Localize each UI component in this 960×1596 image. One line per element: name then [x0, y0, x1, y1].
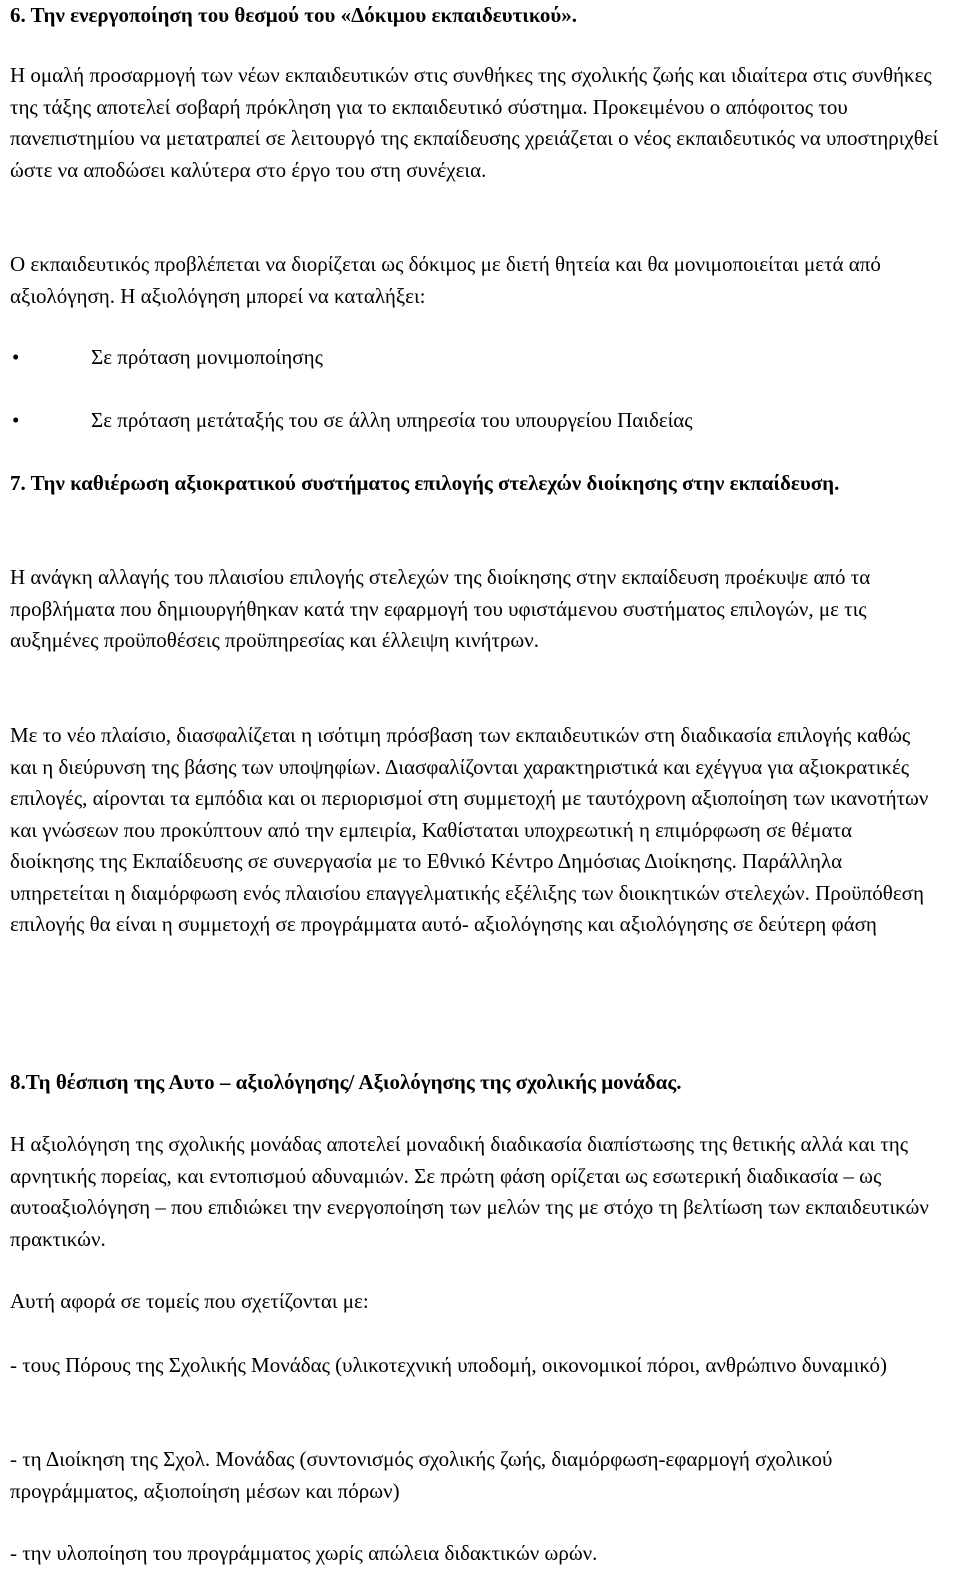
section-6-paragraph-2: Ο εκπαιδευτικός προβλέπεται να διορίζεται ως δόκιμος με διετή θητεία και θα μονιμοποιείται μετά από αξιολόγηση. Η αξιολόγηση μπορεί να καταλήξει: — [10, 252, 881, 308]
bullet-symbol: • — [12, 408, 20, 432]
section-6-heading: 6. Την ενεργοποίηση του θεσμού του «Δόκιμου εκπαιδευτικού». — [10, 3, 578, 27]
list-item: - τη Διοίκηση της Σχολ. Μονάδας (συντονισμός σχολικής ζωής, διαμόρφωση-εφαρμογή σχολικού προγράμματος, αξιοποίηση μέσων και πόρων) — [10, 1447, 833, 1503]
list-item: - την υλοποίηση του προγράμματος χωρίς απώλεια διδακτικών ωρών. — [10, 1541, 598, 1565]
section-8-paragraph-1: Η αξιολόγηση της σχολικής μονάδας αποτελεί μοναδική διαδικασία διαπίστωσης της θετικής αλλά και της αρνητικής πορείας, και εντοπισμού αδυναμιών. Σε πρώτη φάση ορίζεται ως εσωτερική διαδικασία – ως αυτοαξιολόγηση – που επιδιώκει την ενεργοποίηση των μελών της με στόχο τη βελτίωση των εκπαιδευτικών πρακτικών. — [10, 1132, 929, 1251]
section-7-heading: 7. Την καθιέρωση αξιοκρατικού συστήματος επιλογής στελεχών διοίκησης στην εκπαίδευση. — [10, 471, 840, 495]
section-6-paragraph-1: Η ομαλή προσαρμογή των νέων εκπαιδευτικών στις συνθήκες της σχολικής ζωής και ιδιαίτερα στις συνθήκες της τάξης αποτελεί σοβαρή πρόκληση για το εκπαιδευτικό σύστημα. Προκειμένου ο απόφοιτος του πανεπιστημίου να μετατραπεί σε λειτουργό της εκπαίδευσης χρειάζεται ο νέος εκπαιδευτικός να υποστηριχθεί ώστε να αποδώσει καλύτερα στο έργο του στη συνέχεια. — [10, 63, 939, 182]
bullet-symbol: • — [12, 345, 20, 369]
bullet-item — [10, 405, 940, 437]
bullet-text: Σε πρόταση μετάταξής του σε άλλη υπηρεσία του υπουργείου Παιδείας — [91, 408, 693, 432]
section-7-paragraph-1: Η ανάγκη αλλαγής του πλαισίου επιλογής στελεχών της διοίκησης στην εκπαίδευση προέκυψε από τα προβλήματα που δημιουργήθηκαν κατά την εφαρμογή του υφιστάμενου συστήματος επιλογών, με τις αυξημένες προϋποθέσεις προϋπηρεσίας και έλλειψη κινήτρων. — [10, 565, 871, 652]
section-8-paragraph-2: Αυτή αφορά σε τομείς που σχετίζονται με: — [10, 1289, 369, 1313]
list-item: - τους Πόρους της Σχολικής Μονάδας (υλικοτεχνική υποδομή, οικονομικοί πόροι, ανθρώπινο δυναμικό) — [10, 1353, 888, 1377]
bullet-text: Σε πρόταση μονιμοποίησης — [91, 345, 323, 369]
bullet-item — [10, 342, 940, 374]
section-8-heading: 8.Τη θέσπιση της Αυτο – αξιολόγησης/ Αξιολόγησης της σχολικής μονάδας. — [10, 1070, 682, 1094]
section-7-paragraph-2: Με το νέο πλαίσιο, διασφαλίζεται η ισότιμη πρόσβαση των εκπαιδευτικών στη διαδικασία επιλογής καθώς και η διεύρυνση της βάσης των υποψηφίων. Διασφαλίζονται χαρακτηριστικά και εχέγγυα για αξιοκρατικές επιλογές, αίρονται τα εμπόδια και οι περιορισμοί στη συμμετοχή με ταυτόχρονη αξιοποίηση των ικανοτήτων και γνώσεων που προκύπτουν από την εμπειρία, Καθίσταται υποχρεωτική η επιμόρφωση σε θέματα διοίκησης της Εκπαίδευσης σε συνεργασία με το Εθνικό Κέντρο Δημόσιας Διοίκησης. Παράλληλα υπηρετείται η διαμόρφωση ενός πλαισίου επαγγελματικής εξέλιξης των διοικητικών στελεχών. Προϋπόθεση επιλογής θα είναι η συμμετοχή σε προγράμματα αυτό- αξιολόγησης και αξιολόγησης σε δεύτερη φάση — [10, 723, 929, 936]
